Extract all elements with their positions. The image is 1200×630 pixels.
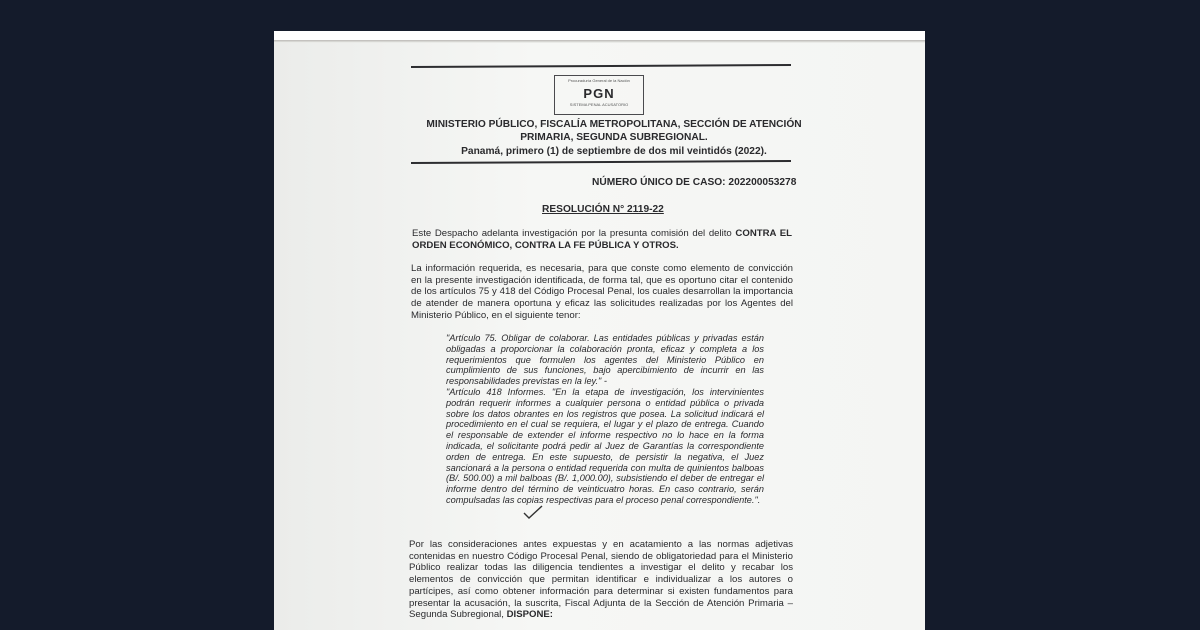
paragraph-2-text: Por las consideraciones antes expuestas y en acatamiento a las normas adjetivas contenidas en nuestro Código Procesal Penal, siendo de obligatoriedad para el Ministerio Público realizar todas las diligencia tendientes a investigar el delito y recabar los elementos de convicción que permitan identificar e individualizar a los autores o partícipes, así como obtener información para determinar si existen fundamentos para presentar la acusación, la suscrita, Fiscal Adjunta de la Sección de Atención Primaria – Segunda Subregional, — [409, 539, 793, 621]
dispone-label: DISPONE: — [506, 609, 554, 621]
quote-article-418: "Artículo 418 Informes. "En la etapa de investigación, los intervinientes podrán requerir informes a cualquier persona o entidad pública o privada sobre los datos obrantes en los registros que posea. La solicitud indicará el procedimiento en el cual se requiera, el lugar y el plazo de entrega. Cuando el responsable de extender el informe respectivo no lo hace en la forma indicada, el solicitante podrá pedir al Juez de Garantías la correspondiente orden de entrega. En este supuesto, de persistir la negativa, el Juez sancionará a la persona o entidad requerida con multa de quinientos balboas (B/. 500.00) a mil balboas (B/. 1,000.00), subsistiendo el deber de entregar el informe dentro del término de veinticuatro horas. En caso contrario, serán compulsadas las copias respectivas para el proceso penal correspondiente.". — [446, 387, 764, 505]
document-page — [274, 31, 925, 630]
resolution-title: RESOLUCIÓN N° 2119-22 — [542, 204, 664, 215]
paragraph-2 — [409, 539, 793, 621]
intro-text: Este Despacho adelanta investigación por la presunta comisión del delito — [412, 228, 732, 239]
logo-top-text: Procuraduría General de la Nación — [568, 78, 630, 83]
header-date-line: Panamá, primero (1) de septiembre de dos mil veintidós (2022). — [461, 146, 767, 157]
header-top-rule — [411, 64, 791, 68]
header-line-2: PRIMARIA, SEGUNDA SUBREGIONAL. — [520, 132, 708, 143]
paragraph-1: La información requerida, es necesaria, para que conste como elemento de convicción en la presente investigación identificada, de forma tal, que es oportuno citar el contenido de los artículos 75 y 418 del Código Procesal Penal, los cuales desarrollan la importancia de atender de manera oportuna y eficaz las solicitudes realizadas por los Agentes del Ministerio Público, en el siguiente tenor: — [411, 263, 793, 321]
logo-main-text: PGN — [583, 86, 615, 101]
check-mark-icon — [523, 505, 543, 519]
intro-paragraph — [412, 228, 792, 251]
logo-sub-text: SISTEMA PENAL ACUSATORIO — [569, 102, 629, 107]
intro-crime-bold: CONTRA EL ORDEN ECONÓMICO, CONTRA LA FE PÚBLICA Y OTROS. — [412, 228, 793, 251]
header-line-1: MINISTERIO PÚBLICO, FISCALÍA METROPOLITANA, SECCIÓN DE ATENCIÓN — [426, 119, 802, 130]
case-number: NÚMERO ÚNICO DE CASO: 202200053278 — [592, 177, 797, 188]
quote-article-75: "Artículo 75. Obligar de colaborar. Las entidades públicas y privadas están obligadas a proporcionar la colaboración pronta, eficaz y completa a los requerimientos que formulen los agentes del Ministerio Público en cumplimiento de sus funciones, bajo apercibimiento de incurrir en las responsabilidades previstas en la ley." - — [446, 333, 764, 387]
pgn-logo — [554, 75, 644, 115]
document-photo — [274, 31, 925, 630]
header-bottom-rule — [411, 160, 791, 164]
